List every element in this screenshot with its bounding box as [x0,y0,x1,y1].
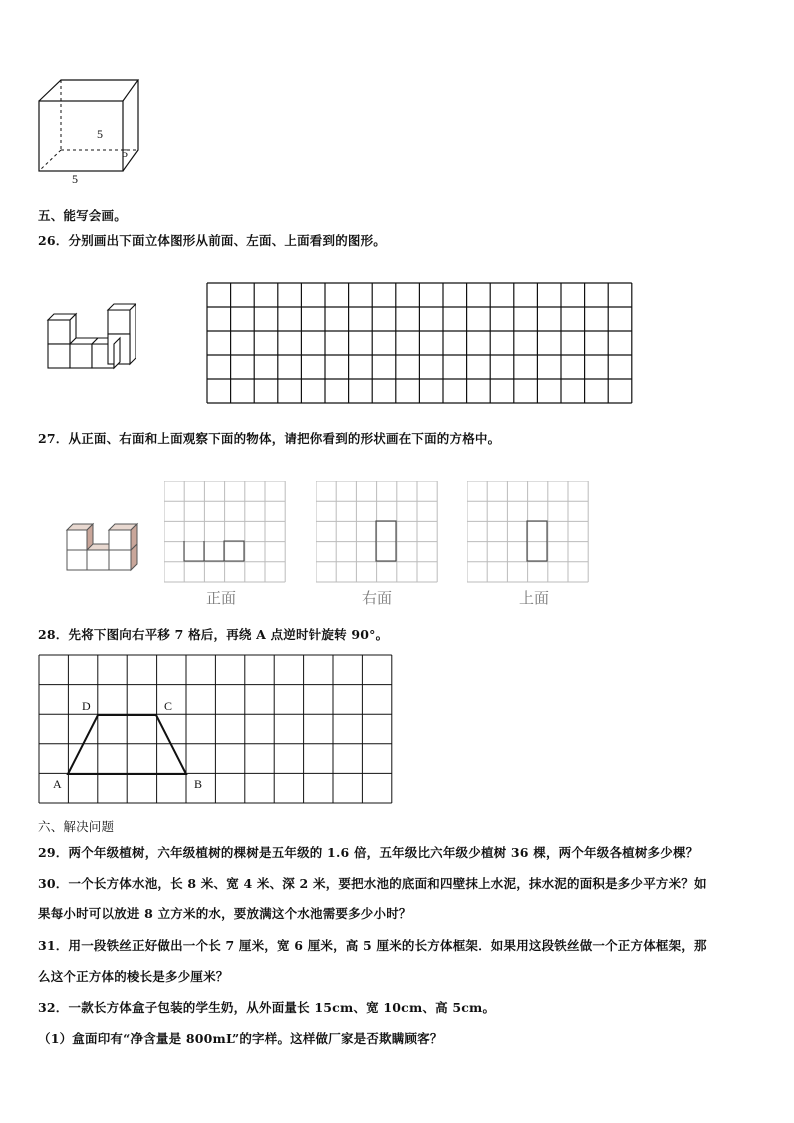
question-31-line-2: 么这个正方体的棱长是多少厘米？ [38,969,229,984]
q27-solid-figure [64,518,144,573]
q26-drawing-grid[interactable] [206,282,634,404]
caption-right: 右面 [362,589,393,607]
question-31-line-1: 31．用一段铁丝正好做出一个长 7 厘米，宽 6 厘米，高 5 厘米的长方体框架．如果用这段铁丝做一个正方体框架，那 [38,938,707,953]
cube-width-label: 5 [72,172,78,186]
question-26: 26．分别画出下面立体图形从前面、左面、上面看到的图形。 [38,233,386,248]
q26-solid-figure [44,300,136,375]
q27-grid-right[interactable] [316,481,440,583]
question-32-sub-1: （1）盒面印有“净含量是 800mL”的字样。这样做厂家是否欺瞒顾客？ [38,1031,443,1046]
q27-grid-front[interactable] [164,481,288,583]
question-29: 29．两个年级植树，六年级植树的棵树是五年级的 1.6 倍，五年级比六年级少植树 36 棵，两个年级各植树多少棵？ [38,845,699,860]
point-label-d: D [82,699,91,713]
q27-grid-top[interactable] [467,481,591,583]
point-label-b: B [194,777,203,791]
caption-top: 上面 [519,589,550,607]
question-27: 27．从正面、右面和上面观察下面的物体，请把你看到的形状画在下面的方格中。 [38,431,501,446]
question-32: 32．一款长方体盒子包装的学生奶，从外面量长 15cm、宽 10cm、高 5cm。 [38,1000,496,1015]
point-label-a: A [53,777,62,791]
question-30-line-1: 30．一个长方体水池，长 8 米、宽 4 米、深 2 米，要把水池的底面和四壁抹上水泥，抹水泥的面积是多少平方米？如 [38,876,707,891]
section-6-heading: 六、解决问题 [38,819,115,834]
question-28: 28．先将下图向右平移 7 格后，再绕 A 点逆时针旋转 90°。 [38,627,389,642]
caption-front: 正面 [206,589,237,607]
cube-height-label: 5 [97,127,103,141]
question-30-line-2: 果每小时可以放进 8 立方米的水，要放满这个水池需要多少小时？ [38,906,412,921]
cube-depth-label: 5 [122,146,128,160]
q28-grid[interactable] [38,654,394,806]
section-5-heading: 五、能写会画。 [38,208,127,223]
cube-figure [30,75,150,190]
point-label-c: C [164,699,173,713]
